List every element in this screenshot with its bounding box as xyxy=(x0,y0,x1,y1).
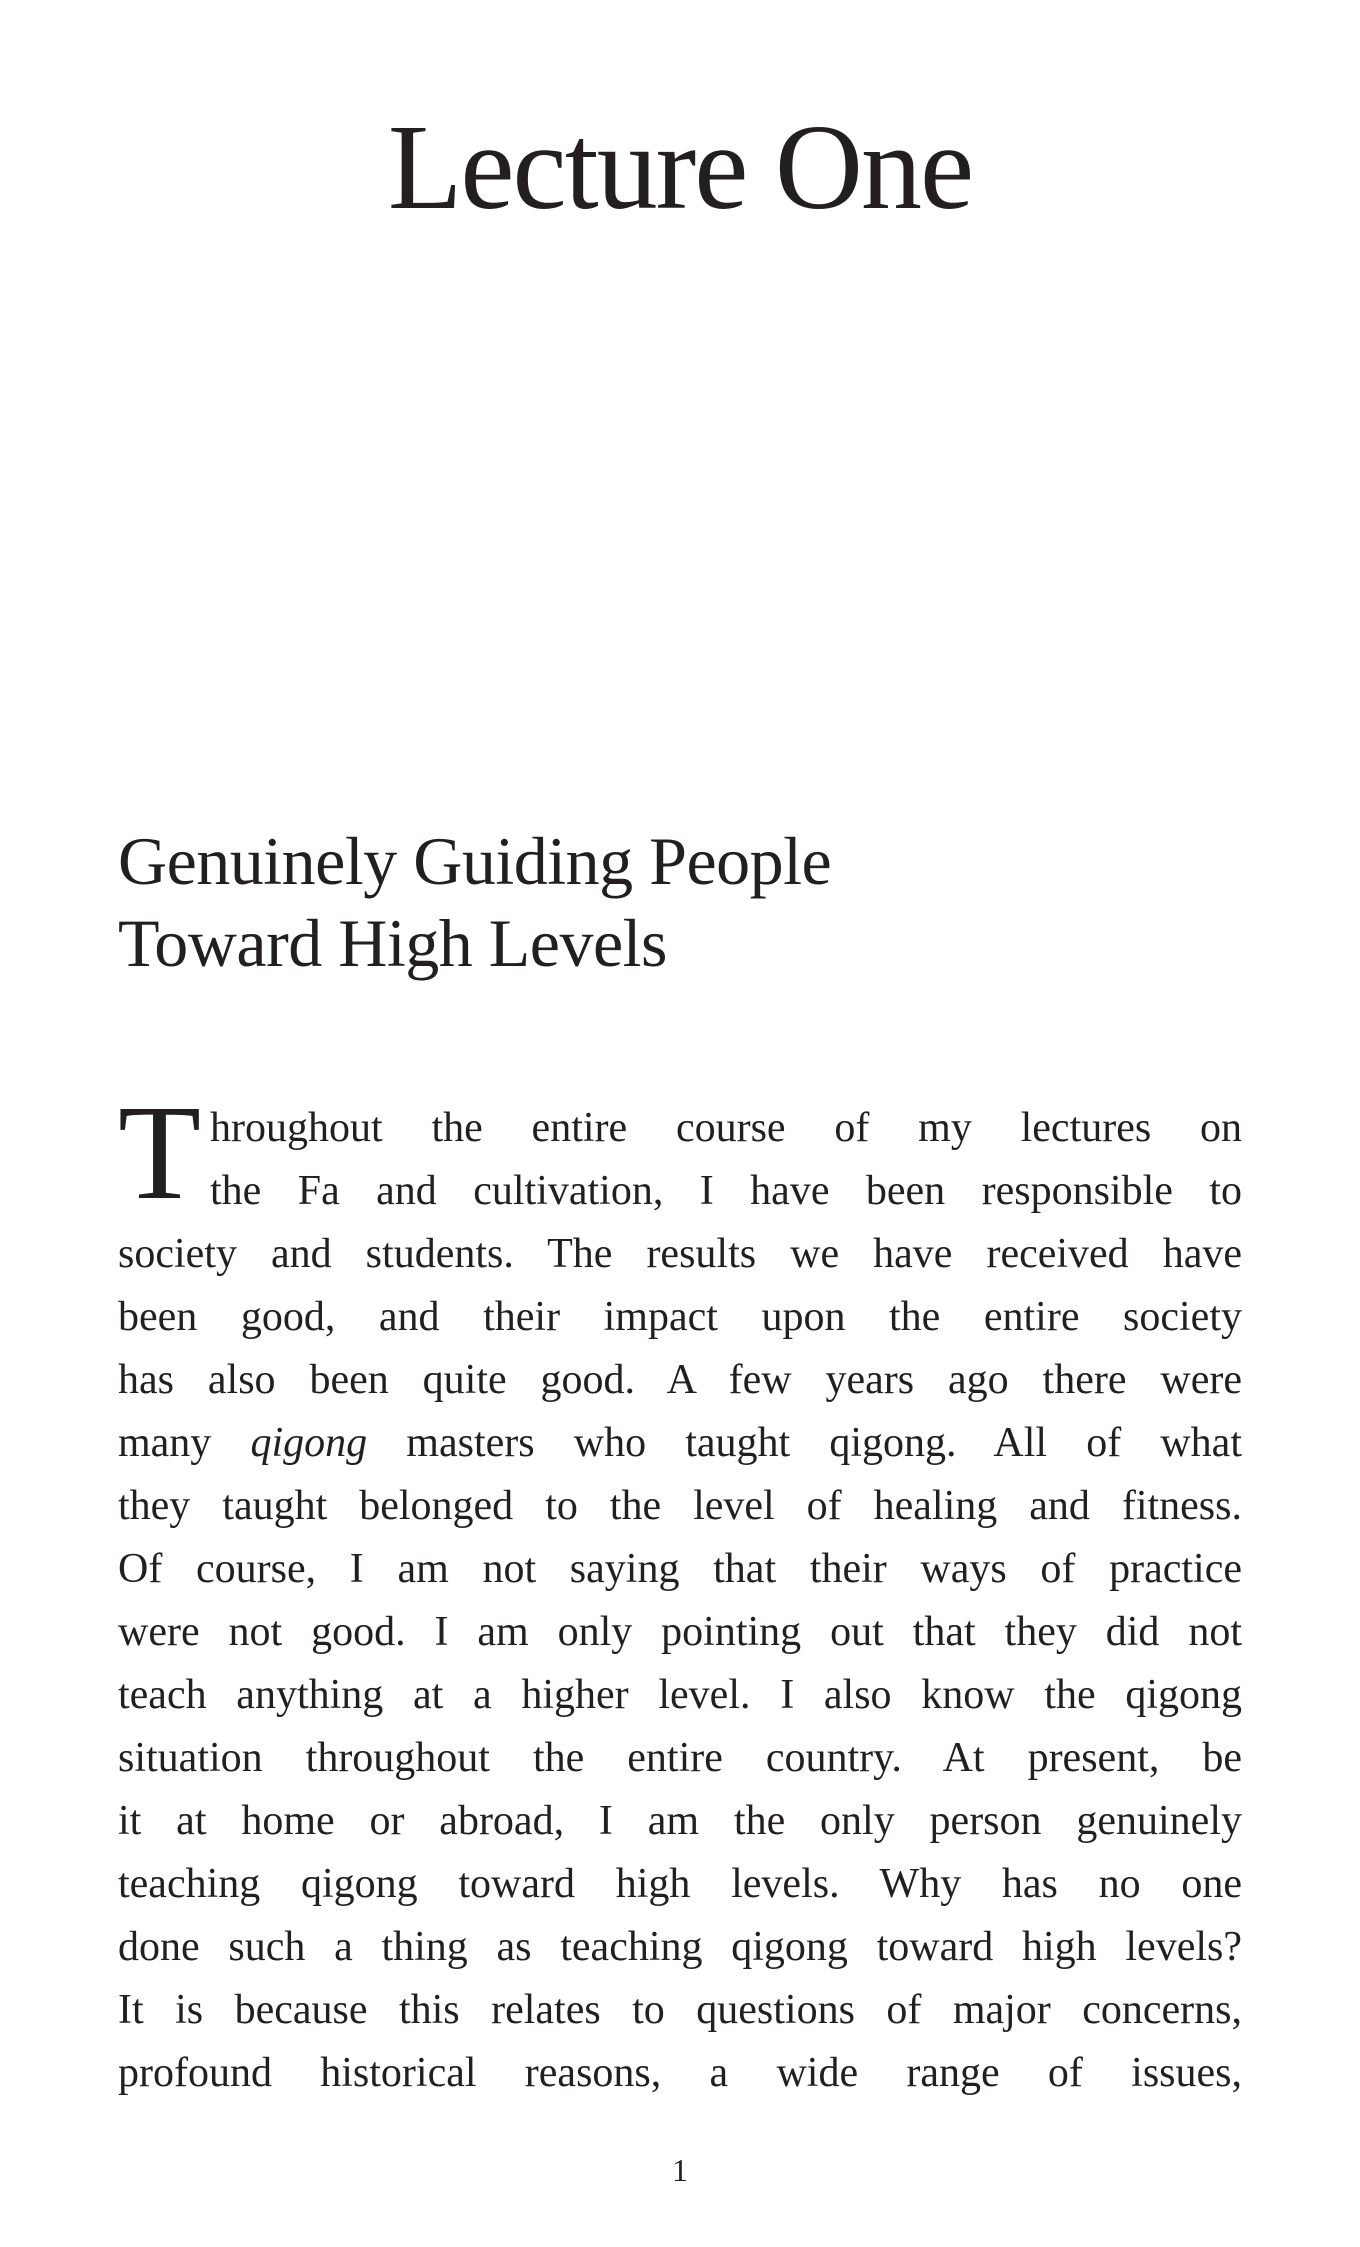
chapter-title: Lecture One xyxy=(387,100,973,235)
page-number: 1 xyxy=(672,2152,688,2188)
text-segment: many xyxy=(118,1420,251,1466)
text-line: has also been quite good. A few years ago there were xyxy=(118,1357,1242,1403)
body-paragraph xyxy=(118,1078,1242,2105)
text-line: it at home or abroad, I am the only person genuinely xyxy=(118,1798,1242,1844)
text-line: situation throughout the entire country. At present, be xyxy=(118,1735,1242,1781)
text-line: It is because this relates to questions of major concerns, xyxy=(118,1987,1242,2033)
text-segment: masters who taught qigong. All of what xyxy=(367,1420,1242,1466)
italic-term: qigong xyxy=(250,1420,368,1466)
text-line xyxy=(118,1412,1242,1475)
text-line: they taught belonged to the level of healing and fitness. xyxy=(118,1483,1242,1529)
text-line: teach anything at a higher level. I also know the qigong xyxy=(118,1672,1242,1718)
text-line: profound historical reasons, a wide range of issues, xyxy=(118,2050,1242,2096)
section-title xyxy=(118,820,1118,984)
text-line: teaching qigong toward high levels. Why has no one xyxy=(118,1861,1242,1907)
text-line: were not good. I am only pointing out that they did not xyxy=(118,1609,1242,1655)
text-line: done such a thing as teaching qigong toward high levels? xyxy=(118,1924,1242,1970)
text-line: the Fa and cultivation, I have been responsible to xyxy=(210,1168,1242,1214)
drop-cap: T xyxy=(118,1078,202,1228)
text-line: hroughout the entire course of my lectures on xyxy=(210,1105,1242,1151)
section-title-line-2: Toward High Levels xyxy=(118,905,667,981)
text-line: Of course, I am not saying that their ways of practice xyxy=(118,1546,1242,1592)
text-line: been good, and their impact upon the entire society xyxy=(118,1294,1242,1340)
section-title-line-1: Genuinely Guiding People xyxy=(118,823,832,899)
text-line: society and students. The results we have received have xyxy=(118,1231,1242,1277)
